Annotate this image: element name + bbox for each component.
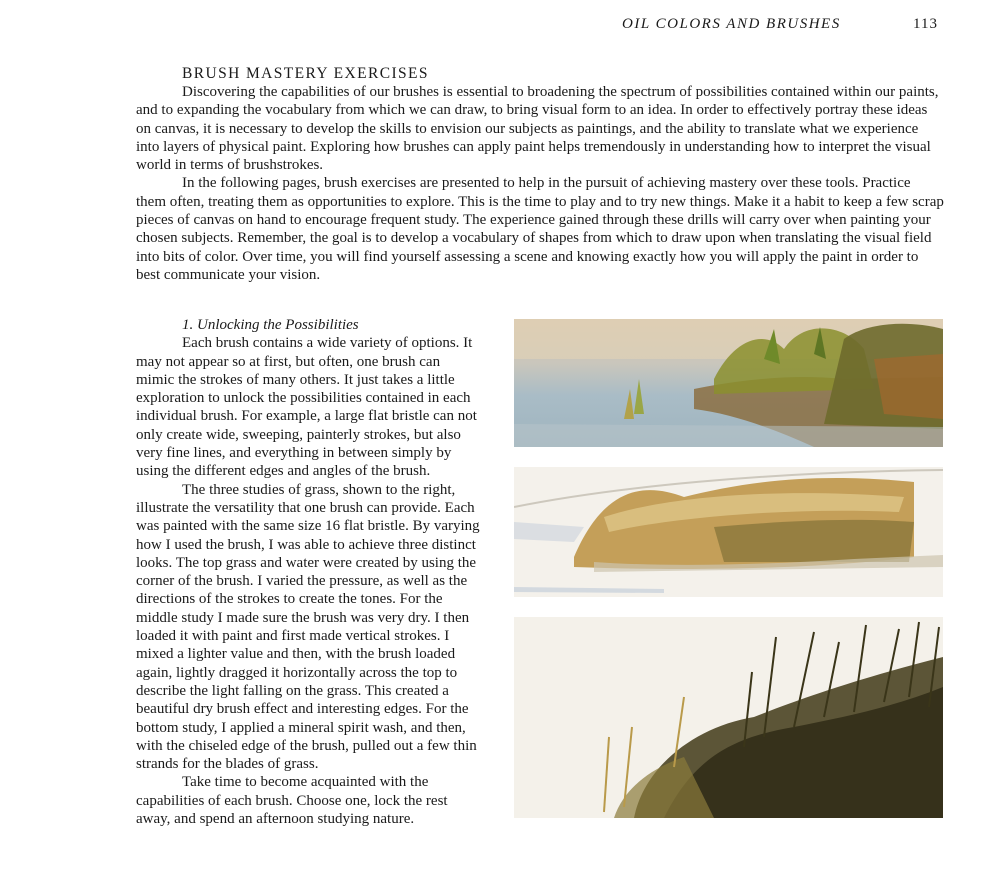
chisel-edge-grass-study-image	[514, 617, 943, 818]
running-head-title: OIL COLORS AND BRUSHES	[622, 16, 841, 32]
grass-water-study-image	[514, 319, 943, 447]
exercise-heading: 1. Unlocking the Possibilities	[182, 317, 359, 333]
section-heading: BRUSH MASTERY EXERCISES	[182, 65, 429, 82]
intro-text	[136, 83, 944, 284]
exercise-paragraph-3: Take time to become acquainted with the capabilities of each brush. Choose one, lock the rest away, and spend an afternoon studying nature.	[136, 774, 448, 828]
intro-paragraph-2: In the following pages, brush exercises are presented to help in the pursuit of achieving mastery over these tools. Practice them often, treating them as opportunities to explore. This is the time to play and to try new things. Make it a habit to keep a few scrap pieces of canvas on hand to encourage frequent study. The experience gained through these drills will carry over when painting your chosen subjects. Remember, the goal is to develop a vocabulary of shapes from which to draw upon when translating the visual field into bits of color. Over time, you will find yourself assessing a scene and knowing exactly how you will apply the paint in order to best communicate your vision.	[136, 175, 944, 283]
intro-paragraph-1: Discovering the capabilities of our brushes is essential to broadening the spectrum of possibilities contained within our paints, and to expanding the vocabulary from which we can draw, to bring visual form to an idea. In order to effectively portray these ideas on canvas, it is necessary to develop the skills to envision our subjects as paintings, and the ability to translate what we experience into layers of physical paint. Exploring how brushes can apply paint helps tremendously in understanding how to interpret the visual world in terms of brushstrokes.	[136, 84, 939, 174]
page-number: 113	[913, 16, 938, 32]
exercise-paragraph-2: The three studies of grass, shown to the right, illustrate the versatility that one brush can provide. Each was painted with the same size 16 flat bristle. By varying how I used the brush, I was able to achieve three distinct looks. The top grass and water were created by using the corner of the brush. I varied the pressure, as well as the directions of the strokes to create the tones. For the middle study I made sure the brush was very dry. I then loaded it with paint and first made vertical strokes. I mixed a lighter value and then, with the brush loaded again, lightly dragged it horizontally across the top to describe the light falling on the grass. This created a beautiful dry brush effect and interesting edges. For the bottom study, I applied a mineral spirit wash, and then, with the chiseled edge of the brush, pulled out a few thin strands for the blades of grass.	[136, 481, 480, 773]
exercise-column	[136, 316, 481, 828]
exercise-paragraph-1: Each brush contains a wide variety of options. It may not appear so at first, but often, one brush can mimic the strokes of many others. It just takes a little exploration to unlock the possibilities contained in each individual brush. For example, a large flat bristle can not only create wide, sweeping, painterly strokes, but also very fine lines, and everything in between simply by using the different edges and angles of the brush.	[136, 335, 477, 480]
dry-brush-grass-study-image	[514, 467, 943, 597]
running-head	[560, 16, 940, 38]
